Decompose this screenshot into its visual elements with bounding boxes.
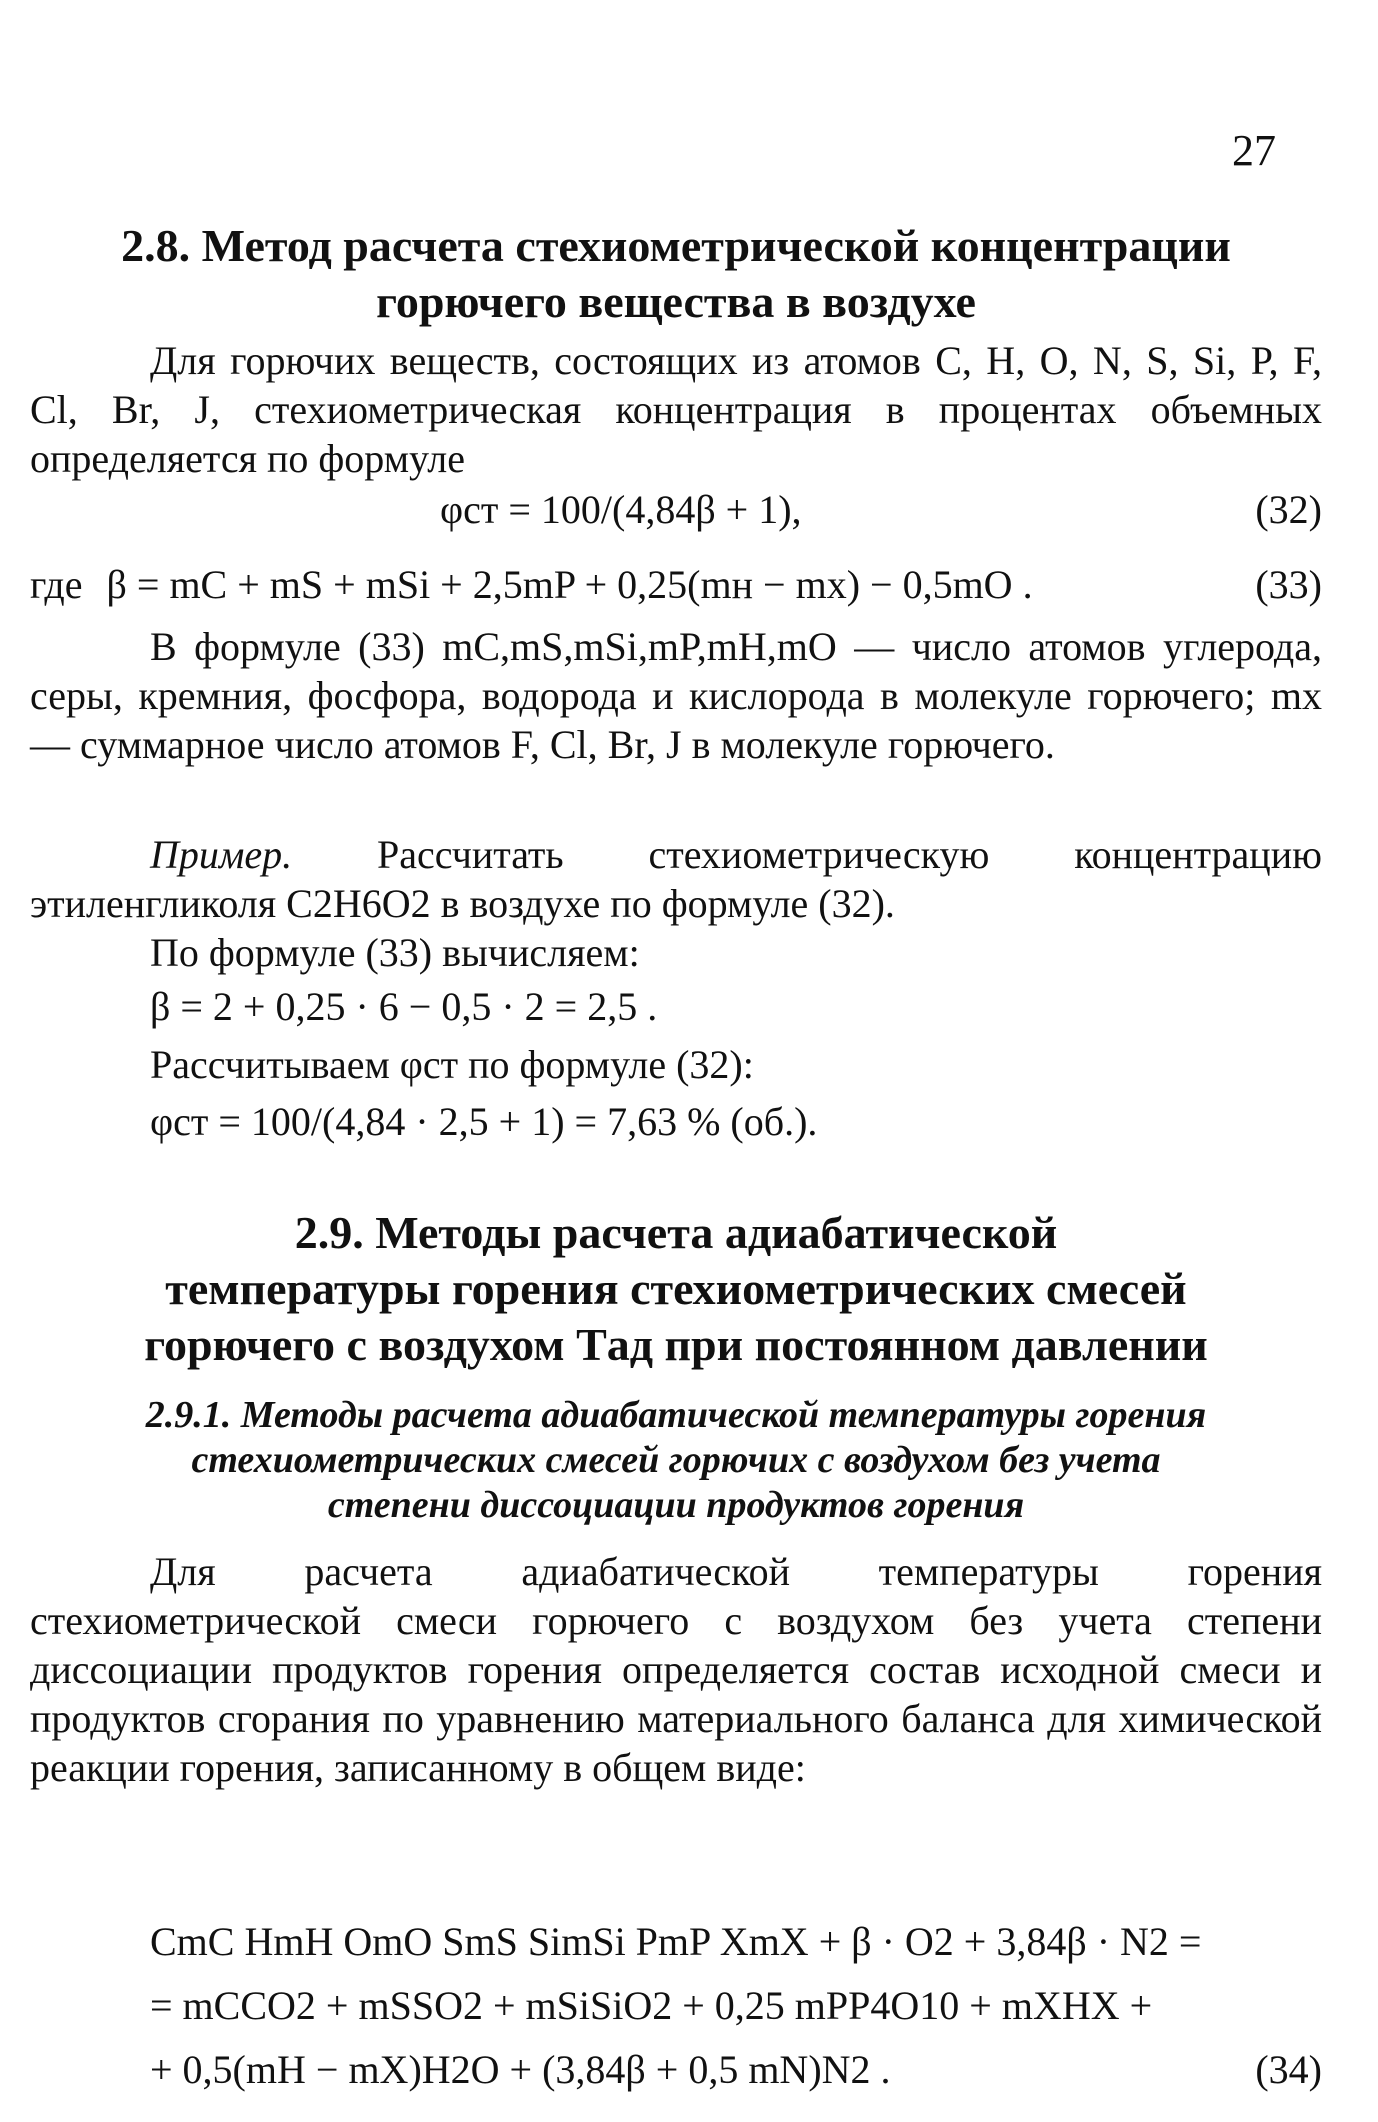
equation-32-number: (32) [1255, 487, 1322, 532]
calc-phi-result: φст = 100/(4,84 · 2,5 + 1) = 7,63 % (об.). [150, 1099, 818, 1144]
example-text: Рассчитать стехиометрическую концентрацию этиленгликоля C2H6O2 в воздухе по формуле (32). [30, 832, 1322, 926]
calc-intro: По формуле (33) вычисляем: [150, 930, 640, 975]
section-2-9-1-paragraph: Для расчета адиабатической температуры горения стехиометрической смеси горючего с воздухом без учета степени диссоциации продуктов горения определяется состав исходной смеси и продуктов сгорания по уравнению материального баланса для химической реакции горения, записанному в общем виде: [30, 1549, 1322, 1790]
equation-33-number: (33) [1255, 562, 1322, 607]
example-label: Пример. [150, 832, 293, 877]
section-2-8-title-line1: 2.8. Метод расчета стехиометрической концентрации [121, 220, 1231, 271]
equation-33-prefix: где [30, 562, 83, 607]
subsection-2-9-1-heading [30, 1393, 1322, 1528]
page-number: 27 [1232, 126, 1276, 175]
section-2-9-title-line2: температуры горения стехиометрических смесей [165, 1263, 1187, 1314]
subsection-2-9-1-line3: степени диссоциации продуктов горения [327, 1484, 1025, 1526]
section-2-8-heading [30, 218, 1322, 330]
section-2-9-heading [30, 1205, 1322, 1373]
equation-34-line3-text: + 0,5(mH − mX)H2O + (3,84β + 0,5 mN)N2 . [150, 2047, 891, 2092]
equation-34-line2-text: = mCCO2 + mSSO2 + mSiSiO2 + 0,25 mPP4O10 + mXHX + [150, 1983, 1153, 2028]
section-2-8-title-line2: горючего вещества в воздухе [376, 276, 976, 327]
subsection-2-9-1-line2: стехиометрических смесей горючих с воздухом без учета [191, 1439, 1161, 1481]
equation-32-formula: φст = 100/(4,84β + 1), [440, 487, 802, 532]
section-2-9-title-line1: 2.9. Методы расчета адиабатической [294, 1207, 1058, 1258]
equation-33 [30, 560, 1322, 609]
equation-34-number: (34) [1255, 2047, 1322, 2092]
section-2-9-title-line3: горючего с воздухом Tад при постоянном давлении [144, 1319, 1208, 1370]
section-2-8-intro-paragraph: Для горючих веществ, состоящих из атомов C, H, O, N, S, Si, P, F, Cl, Br, J, стехиометрическая концентрация в процентах объемных определяется по формуле [30, 338, 1322, 481]
subsection-2-9-1-line1: 2.9.1. Методы расчета адиабатической температуры горения [145, 1394, 1207, 1436]
equation-34-line1-text: CmC HmH OmO SmS SimSi PmP XmX + β · O2 + 3,84β · N2 = [150, 1919, 1202, 1964]
section-2-8-variables-paragraph: В формуле (33) mC,mS,mSi,mP,mH,mO — число атомов углерода, серы, кремния, фосфора, водорода и кислорода в молекуле горючего; mх — суммарное число атомов F, Cl, Br, J в молекуле горючего. [30, 624, 1322, 767]
equation-33-formula: β = mC + mS + mSi + 2,5mP + 0,25(mн − mх) − 0,5mO . [106, 562, 1033, 607]
example-paragraph [30, 830, 1322, 928]
calc-beta: β = 2 + 0,25 · 6 − 0,5 · 2 = 2,5 . [150, 984, 658, 1029]
calc-phi-intro: Рассчитываем φст по формуле (32): [150, 1042, 754, 1087]
